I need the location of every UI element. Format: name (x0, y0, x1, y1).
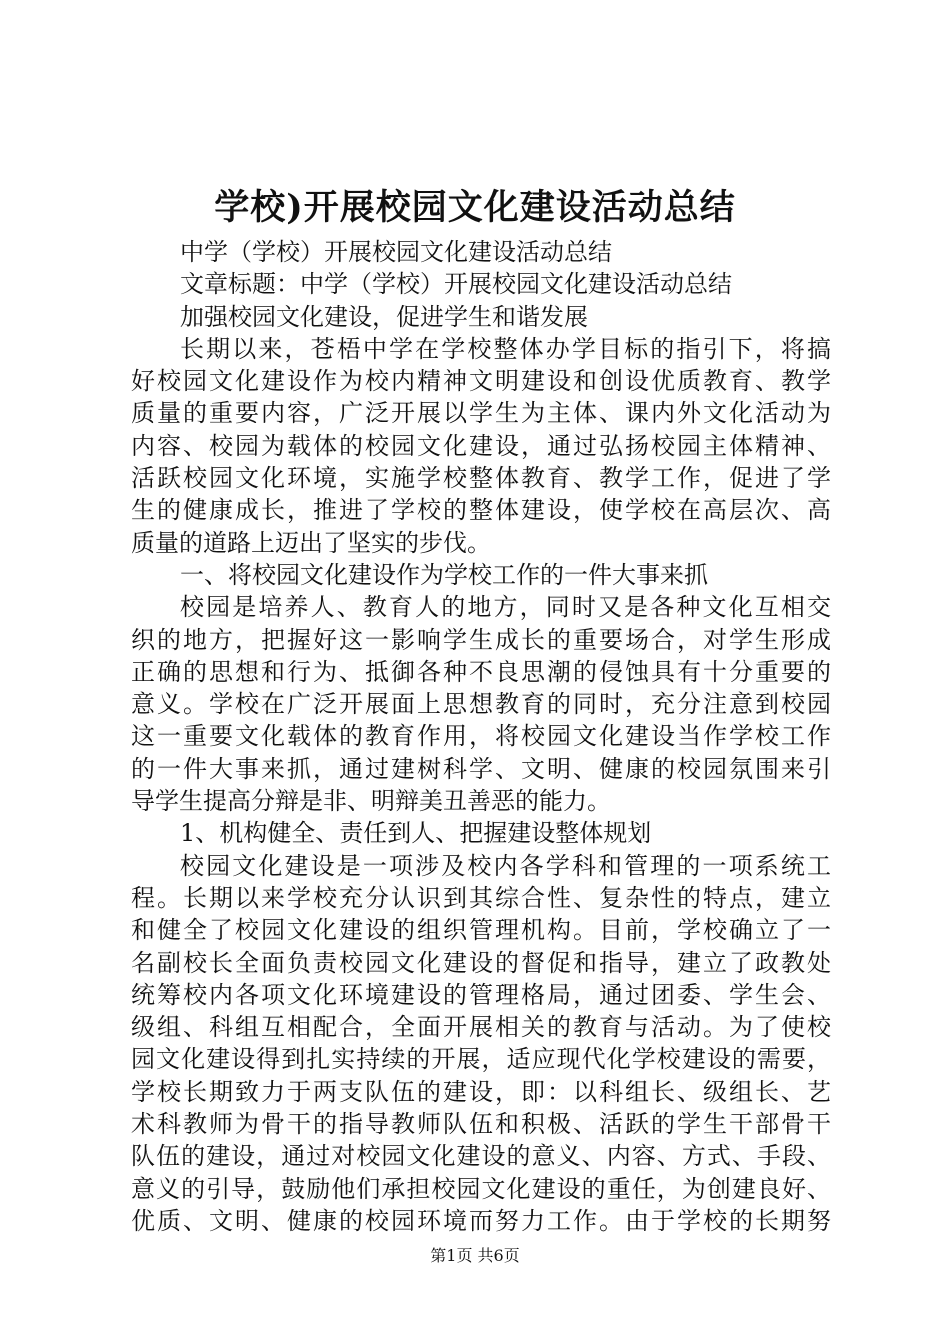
text-line: 学校长期致力于两支队伍的建设，即：以科组长、级组长、艺 (131, 1077, 831, 1106)
text-line: 园文化建设得到扎实持续的开展，适应现代化学校建设的需要， (131, 1045, 831, 1074)
text-line: 导学生提高分辩是非、明辩美丑善恶的能力。 (131, 787, 611, 816)
text-line: 术科教师为骨干的指导教师队伍和积极、活跃的学生干部骨干 (131, 1110, 831, 1139)
document-title: 学校)开展校园文化建设活动总结 (214, 187, 736, 228)
document-body (131, 236, 831, 1237)
page-footer: 第1页 共6页 (430, 1246, 520, 1265)
text-line: 这一重要文化载体的教育作用，将校园文化建设当作学校工作 (131, 722, 831, 751)
text-line: 内容、校园为载体的校园文化建设，通过弘扬校园主体精神、 (131, 431, 831, 460)
text-line: 的一件大事来抓，通过建树科学、文明、健康的校园氛围来引 (131, 754, 831, 783)
text-line: 活跃校园文化环境，实施学校整体教育、教学工作，促进了学 (131, 464, 831, 493)
text-line: 质量的道路上迈出了坚实的步伐。 (131, 528, 491, 557)
text-line: 生的健康成长，推进了学校的整体建设，使学校在高层次、高 (131, 496, 831, 525)
text-line: 程。长期以来学校充分认识到其综合性、复杂性的特点，建立 (131, 883, 831, 912)
text-line: 文章标题：中学（学校）开展校园文化建设活动总结 (180, 270, 732, 299)
text-line: 织的地方，把握好这一影响学生成长的重要场合，对学生形成 (131, 625, 831, 654)
text-line: 意义的引导，鼓励他们承担校园文化建设的重任，为创建良好、 (131, 1174, 831, 1203)
text-line: 校园文化建设是一项涉及校内各学科和管理的一项系统工 (180, 851, 831, 880)
text-line: 1、机构健全、责任到人、把握建设整体规划 (180, 819, 652, 848)
text-line: 中学（学校）开展校园文化建设活动总结 (180, 238, 612, 266)
text-line: 和健全了校园文化建设的组织管理机构。目前，学校确立了一 (131, 916, 831, 945)
text-line: 一、将校园文化建设作为学校工作的一件大事来抓 (180, 560, 708, 589)
text-line: 级组、科组互相配合，全面开展相关的教育与活动。为了使校 (131, 1013, 831, 1042)
text-line: 加强校园文化建设，促进学生和谐发展 (180, 302, 588, 331)
text-line: 好校园文化建设作为校内精神文明建设和创设优质教育、教学 (131, 367, 831, 396)
text-line: 正确的思想和行为、抵御各种不良思潮的侵蚀具有十分重要的 (131, 657, 831, 686)
text-line: 名副校长全面负责校园文化建设的督促和指导，建立了政教处 (131, 948, 831, 977)
text-line: 长期以来，苍梧中学在学校整体办学目标的指引下，将搞 (180, 334, 831, 363)
text-line: 意义。学校在广泛开展面上思想教育的同时，充分注意到校园 (131, 690, 831, 719)
text-line: 优质、文明、健康的校园环境而努力工作。由于学校的长期努 (131, 1206, 831, 1235)
text-line: 校园是培养人、教育人的地方，同时又是各种文化互相交 (180, 593, 831, 622)
text-line: 质量的重要内容，广泛开展以学生为主体、课内外文化活动为 (131, 399, 831, 428)
text-line: 统筹校内各项文化环境建设的管理格局，通过团委、学生会、 (131, 980, 831, 1009)
text-line: 队伍的建设，通过对校园文化建设的意义、内容、方式、手段、 (131, 1142, 831, 1171)
